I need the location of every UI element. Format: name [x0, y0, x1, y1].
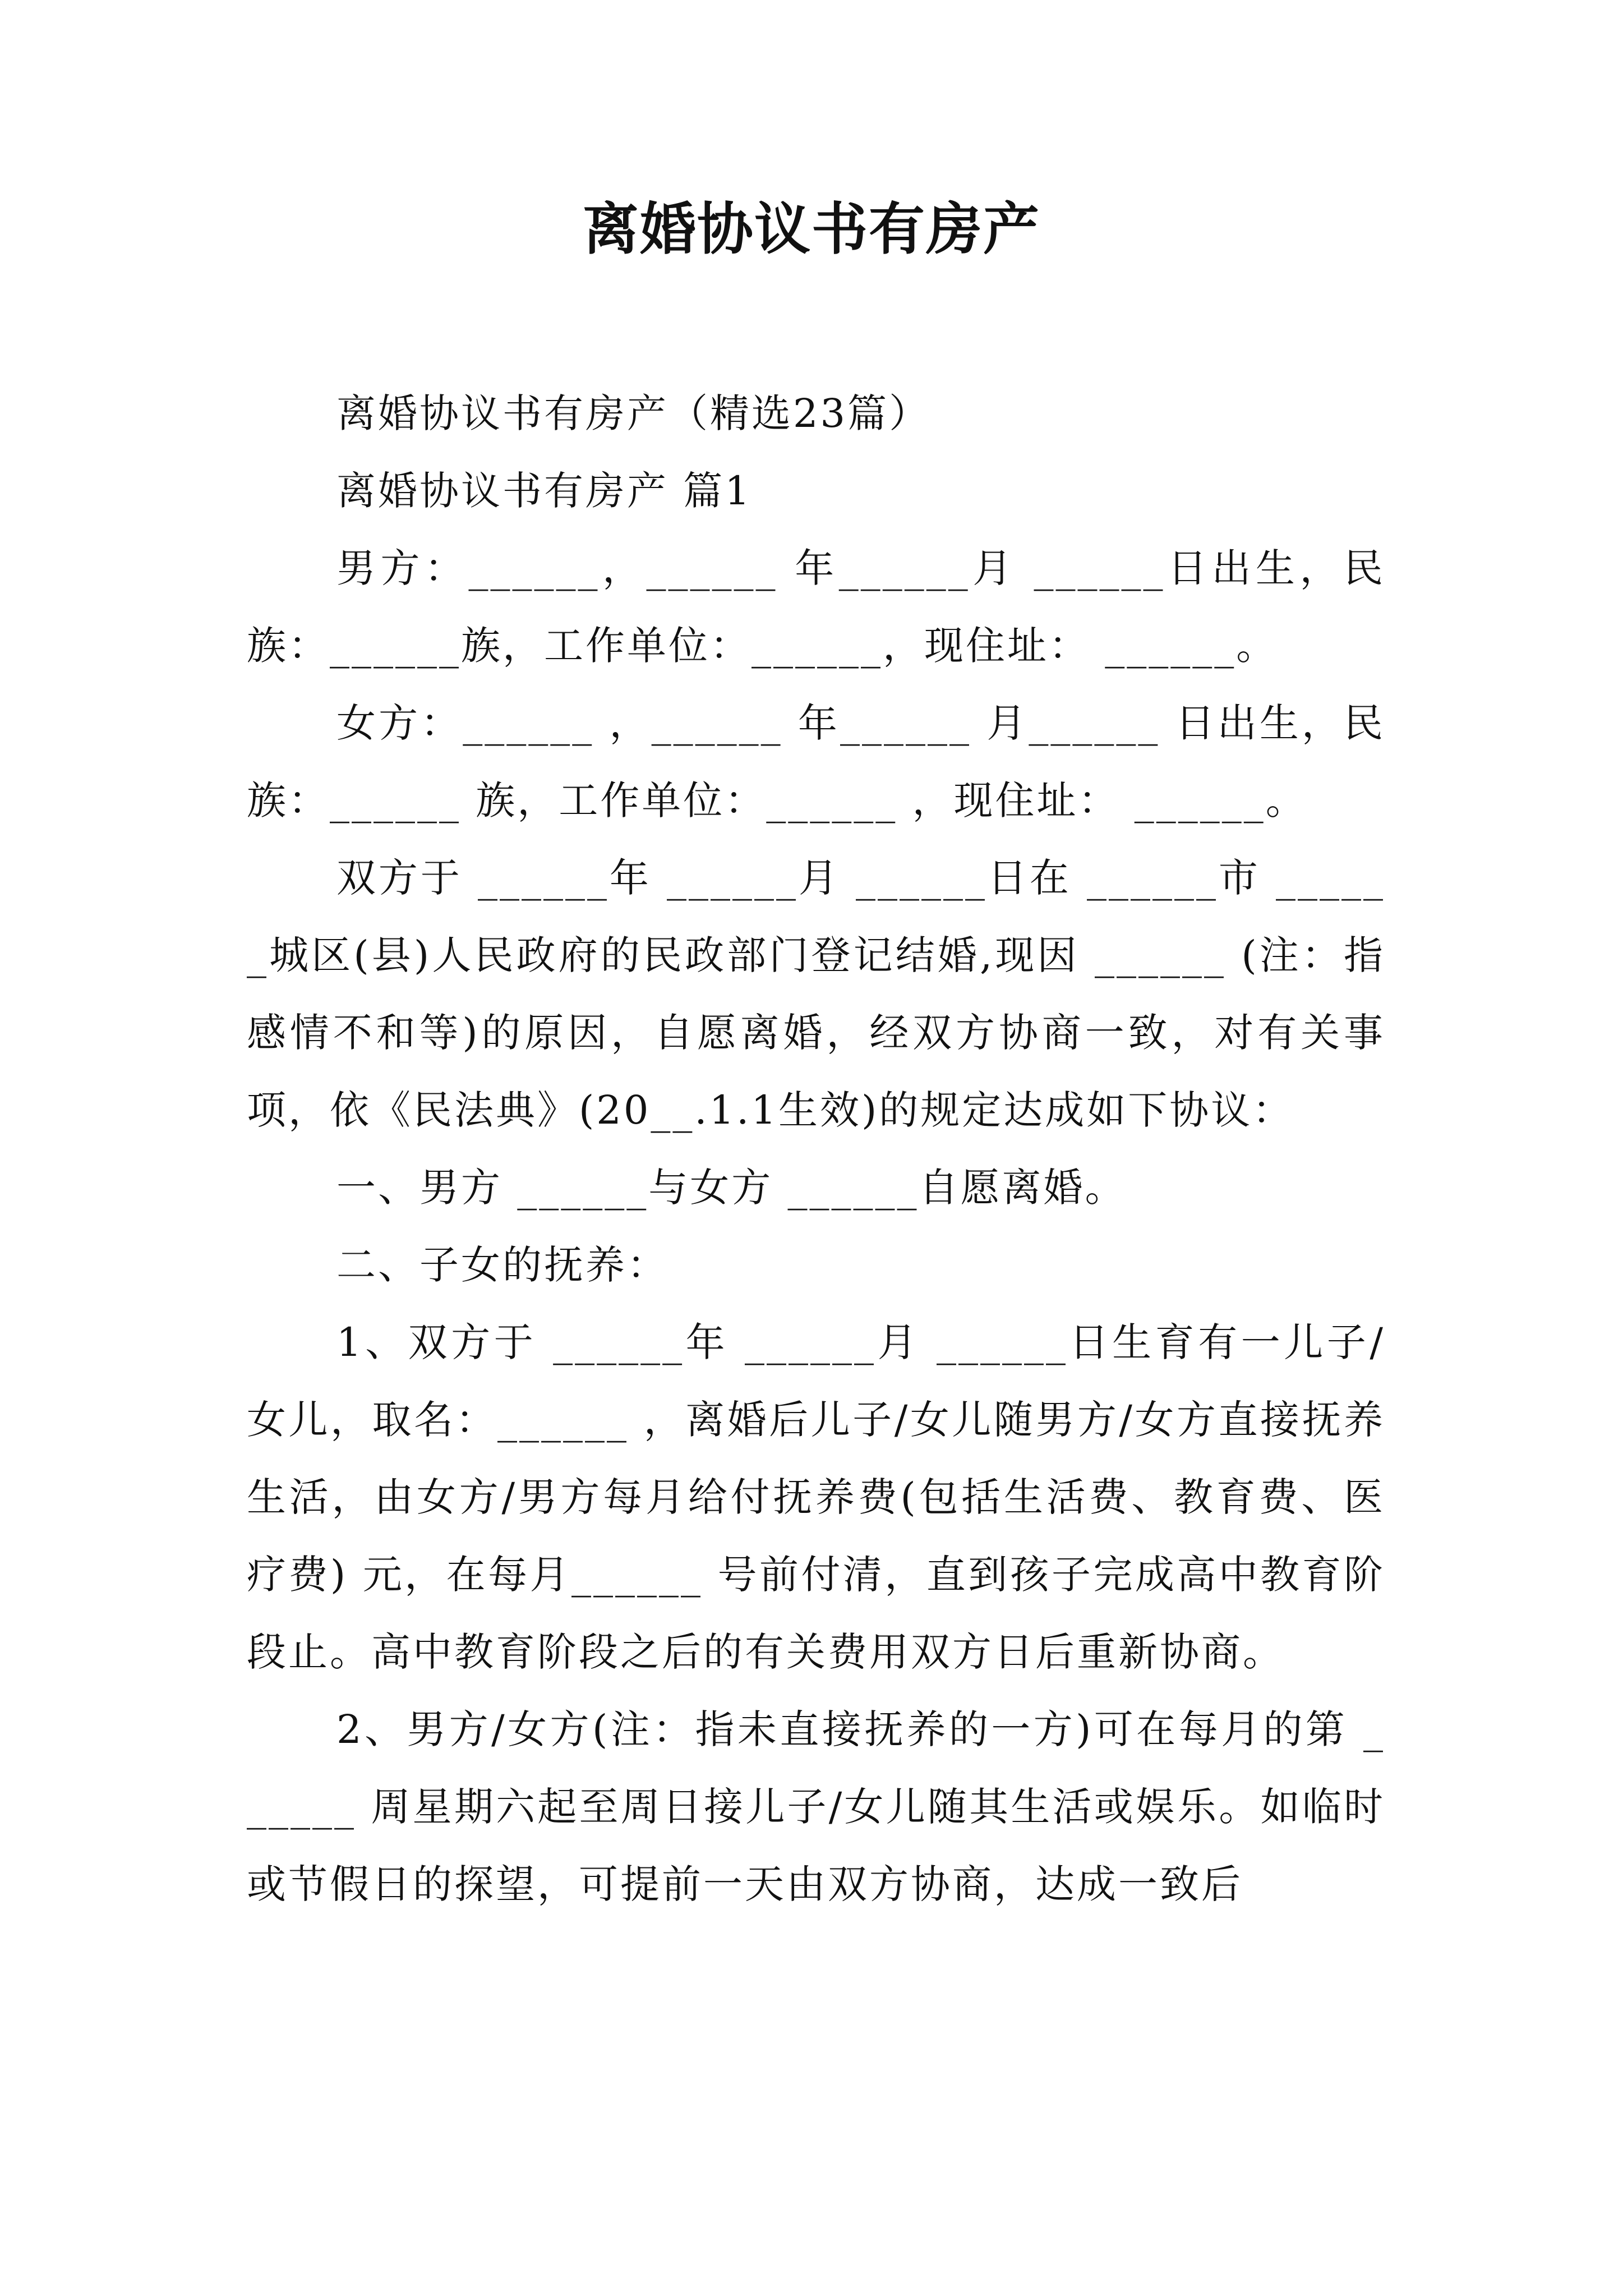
- clause-2-heading: 二、子女的抚养：: [336, 1242, 668, 1288]
- subtitle-paragraph: 离婚协议书有房产（精选23篇）: [336, 390, 931, 436]
- visitation-paragraph: 2、男方/女方(注：指未直接抚养的一方)可在每月的第 ______ 周星期六起至周日接儿子/女儿随其生活或娱乐。如临时或节假日的探望，可提前一天由双方协商，达成一致后: [247, 1706, 1385, 1907]
- female-party-paragraph: 女方：______ ，______ 年______ 月______ 日出生，民族：______ 族，工作单位：______ ，现住址： ______。: [247, 700, 1385, 823]
- document-body: [247, 375, 1385, 1923]
- marriage-info-paragraph: 双方于 ______年 ______月 ______日在 ______市 ______城区(县)人民政府的民政部门登记结婚,现因 ______ (注：指感情不和等)的原因，自愿离婚，经双方协商一致，对有关事项，依《民法典》(20__.1.1生效)的规定达成如下协议：: [247, 855, 1385, 1133]
- clause-1-paragraph: 一、男方 ______与女方 ______自愿离婚。: [336, 1165, 1127, 1211]
- child-custody-paragraph: 1、双方于 ______年 ______月 ______日生育有一儿子/女儿，取名：______ ，离婚后儿子/女儿随男方/女方直接抚养生活，由女方/男方每月给付抚养费(包括生活费、教育费、医疗费) 元，在每月______ 号前付清，直到孩子完成高中教育阶段止。高中教育阶段之后的有关费用双方日后重新协商。: [247, 1319, 1385, 1675]
- section-heading: 离婚协议书有房产 篇1: [336, 468, 752, 514]
- document-title: 离婚协议书有房产: [583, 196, 1040, 262]
- male-party-paragraph: 男方：______，______ 年______月 ______日出生，民族：______族，工作单位：______，现住址： ______。: [247, 545, 1385, 669]
